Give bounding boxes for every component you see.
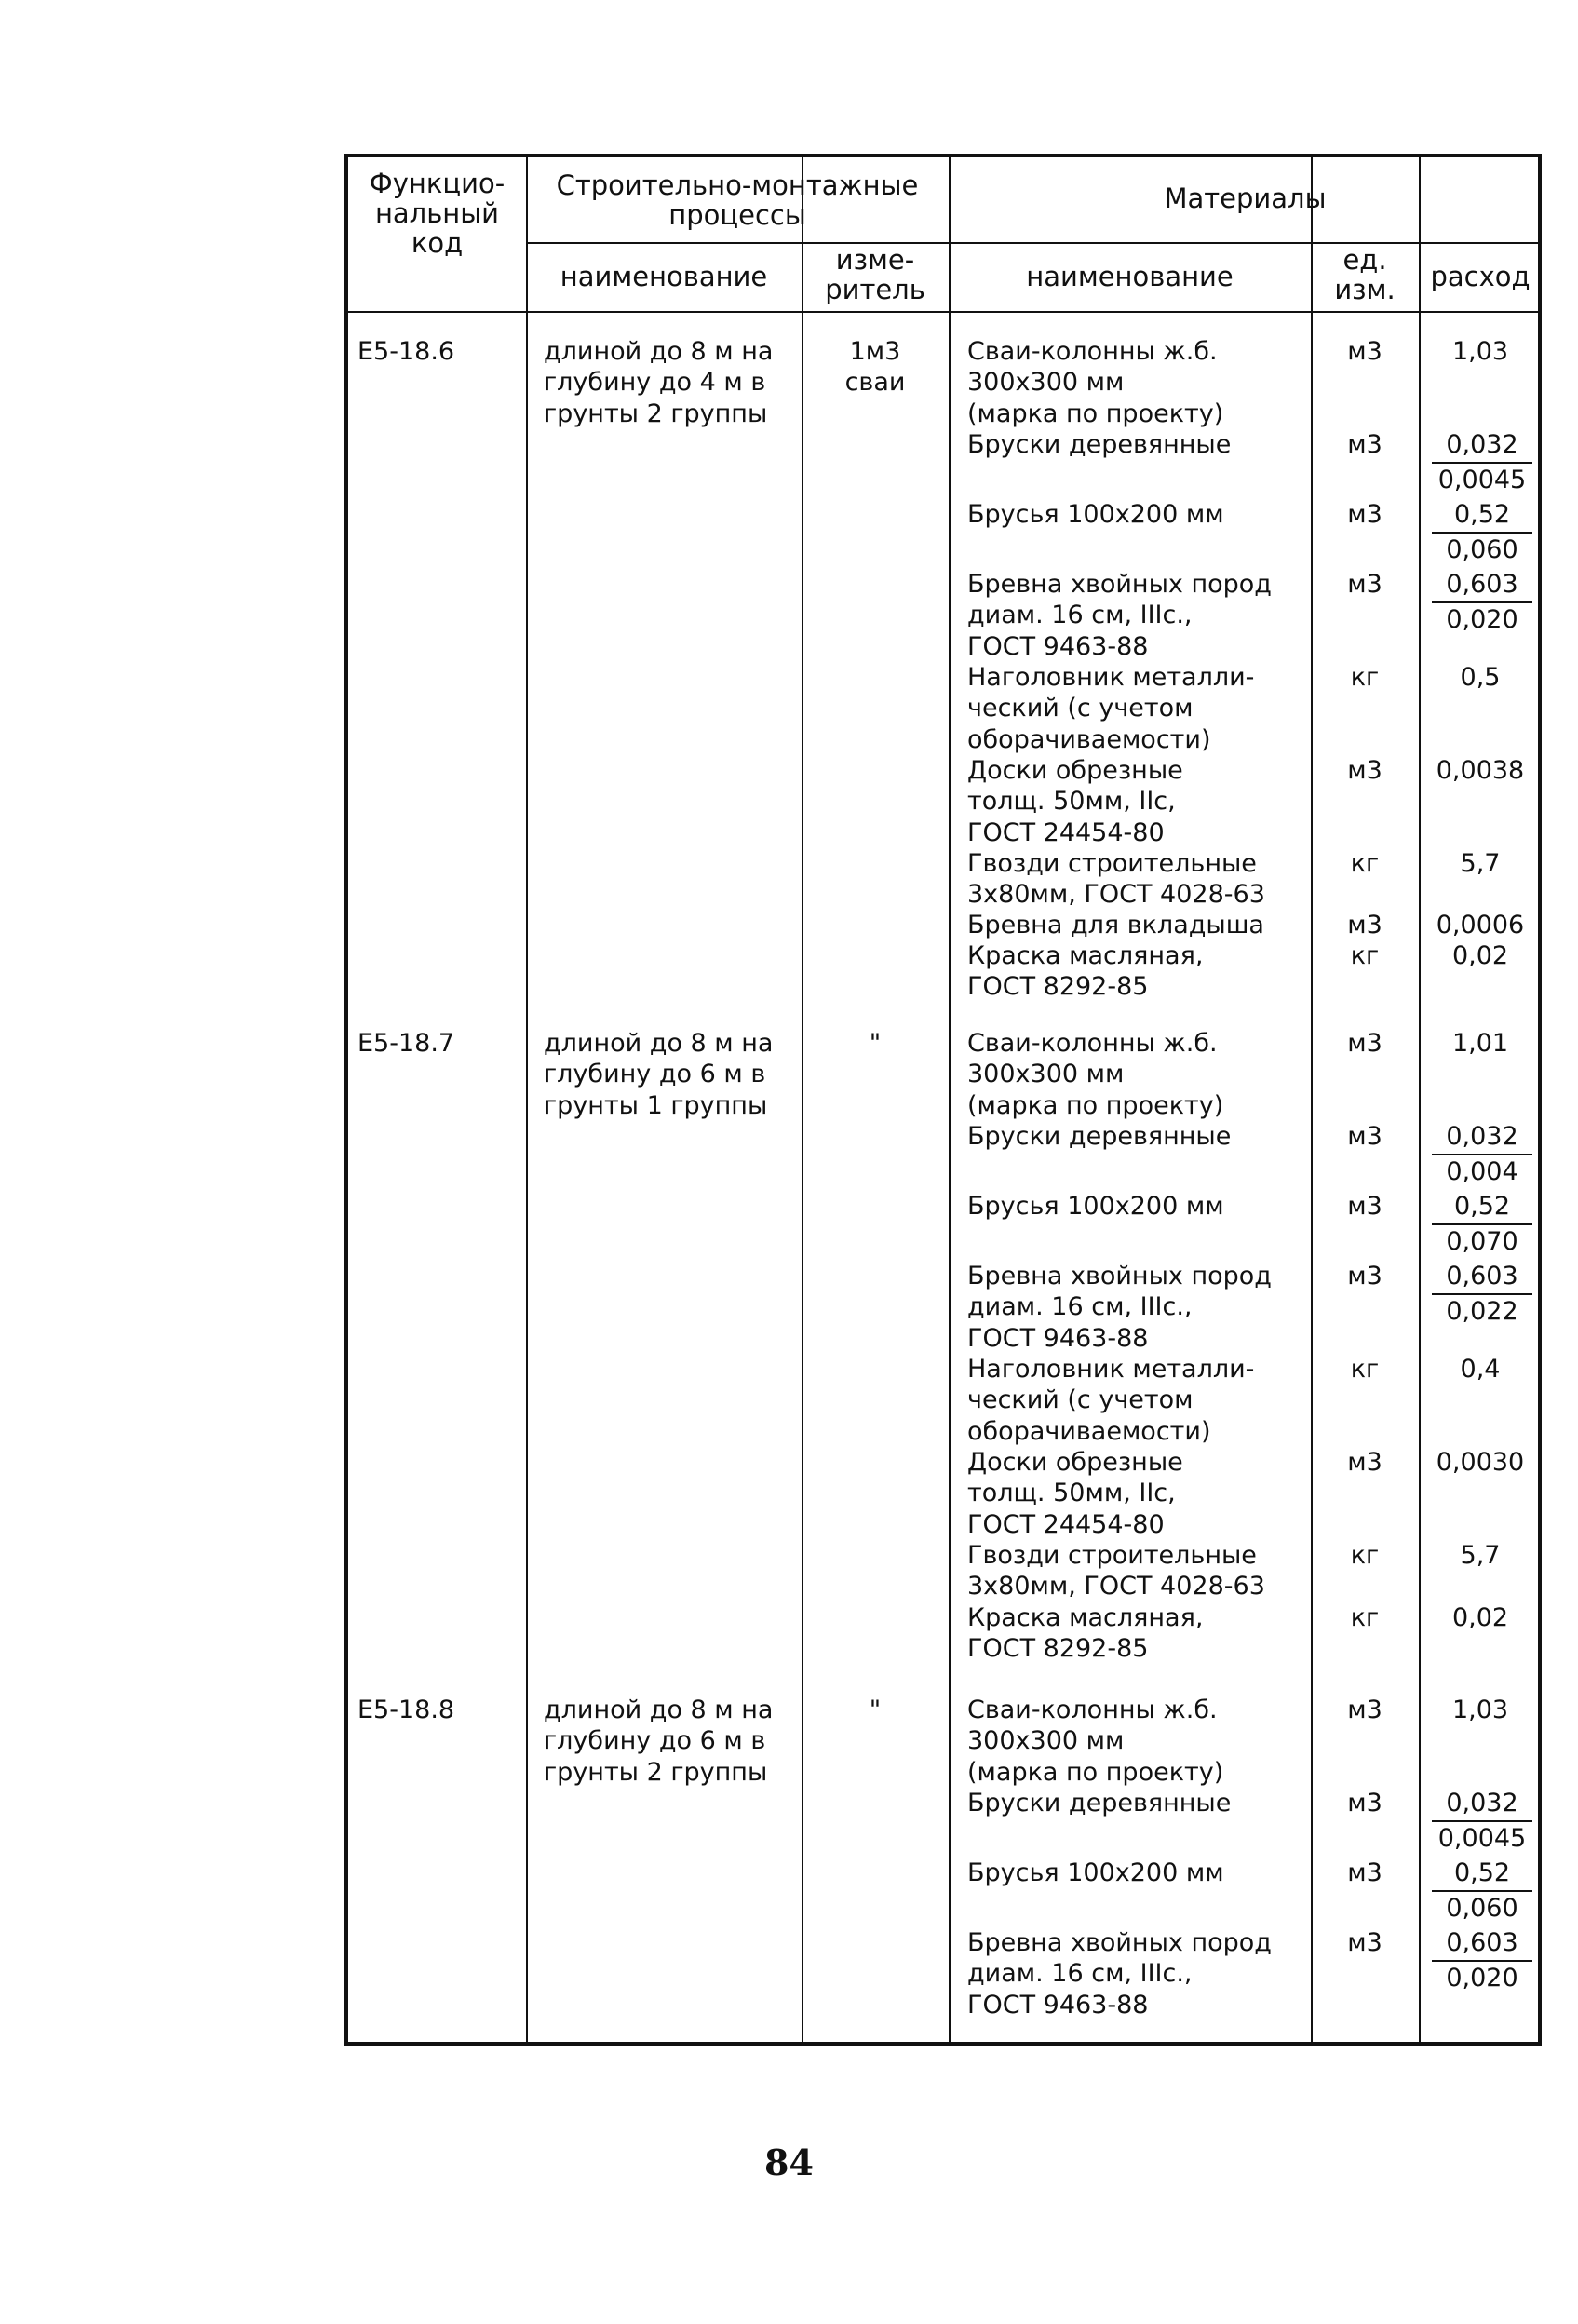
material-name: Брусья 100х200 мм [967,1858,1224,1887]
header-process-name: наименование [560,261,768,292]
section-meter: " [869,1696,882,1724]
material-rate: 0,4 [1460,1355,1501,1384]
material-unit: м3 [1347,1029,1382,1058]
section-code: Е5-18.7 [357,1029,455,1058]
material-name: Бруски деревянные [967,430,1232,459]
material-name: Краска масляная, ГОСТ 8292-85 [967,941,1204,1002]
material-name: Доски обрезные толщ. 50мм, IIс, ГОСТ 24454-80 [967,1448,1183,1539]
material-rate-fraction: 0,603 0,020 [1432,1927,1532,1993]
material-unit: м3 [1347,430,1382,459]
column-divider [1419,157,1421,2042]
material-unit: м3 [1347,1122,1382,1151]
section-code: Е5-18.6 [357,337,455,366]
material-rate: 0,5 [1460,663,1501,692]
material-unit: м3 [1347,570,1382,599]
material-name: Гвозди строительные 3х80мм, ГОСТ 4028-63 [967,849,1265,910]
header-bottom-rule [348,311,1538,313]
material-rate: 5,7 [1460,1541,1501,1570]
material-rate: 1,01 [1451,1029,1509,1058]
header-material-rate: расход [1430,261,1531,292]
material-unit: м3 [1347,911,1382,939]
material-rate-fraction: 0,52 0,060 [1432,1858,1532,1924]
materials-table [344,154,1542,2046]
column-divider [526,157,528,2042]
material-rate-fraction: 0,603 0,022 [1432,1261,1532,1327]
header-material-unit: ед. изм. [1334,244,1396,305]
material-name: Бруски деревянные [967,1122,1232,1151]
material-unit: м3 [1347,1448,1382,1477]
material-rate: 0,02 [1451,941,1509,970]
section-code: Е5-18.8 [357,1696,455,1724]
material-rate-fraction: 0,52 0,070 [1432,1191,1532,1257]
column-divider [949,157,951,2042]
header-materials: Материалы [1164,182,1327,214]
material-unit: кг [1350,849,1380,878]
section-process: длиной до 8 м на глубину до 6 м в грунты 1 группы [544,1029,774,1120]
material-rate-fraction: 0,032 0,0045 [1432,429,1532,495]
page-number: 84 [764,2142,814,2183]
section-meter: " [869,1029,882,1058]
material-name: Сваи-колонны ж.б. 300х300 мм (марка по проекту) [967,1029,1224,1120]
material-name: Гвозди строительные 3х80мм, ГОСТ 4028-63 [967,1541,1265,1601]
material-unit: м3 [1347,1789,1382,1817]
column-divider [802,157,803,2042]
header-process-meter: изме- ритель [825,244,925,305]
material-name: Наголовник металли- ческий (с учетом оборачиваемости) [967,1355,1255,1446]
section-meter: 1м3 сваи [844,337,906,398]
material-unit: м3 [1347,1858,1382,1887]
material-unit: м3 [1347,500,1382,529]
material-rate: 0,0030 [1436,1448,1525,1477]
material-name: Сваи-колонны ж.б. 300х300 мм (марка по проекту) [967,337,1224,428]
material-rate: 5,7 [1460,849,1501,878]
material-name: Бревна для вкладыша [967,911,1264,939]
material-unit: кг [1350,663,1380,692]
material-unit: м3 [1347,1192,1382,1221]
material-name: Брусья 100х200 мм [967,500,1224,529]
header-func-code: Функцио- нальный код [369,168,506,259]
material-rate-fraction: 0,032 0,0045 [1432,1788,1532,1854]
header-processes: Строительно-монтажные процессы [556,169,919,231]
section-process: длиной до 8 м на глубину до 6 м в грунты 2 группы [544,1696,774,1787]
material-unit: кг [1350,941,1380,970]
header-subdivider [526,242,1542,244]
material-rate: 0,02 [1451,1603,1509,1632]
material-unit: кг [1350,1603,1380,1632]
material-unit: м3 [1347,1696,1382,1724]
material-name: Наголовник металли- ческий (с учетом оборачиваемости) [967,663,1255,754]
material-unit: м3 [1347,756,1382,785]
material-name: Краска масляная, ГОСТ 8292-85 [967,1603,1204,1664]
material-rate-fraction: 0,032 0,004 [1432,1121,1532,1187]
material-unit: м3 [1347,1928,1382,1957]
section-process: длиной до 8 м на глубину до 4 м в грунты 2 группы [544,337,774,428]
material-rate-fraction: 0,603 0,020 [1432,569,1532,635]
material-name: Брусья 100х200 мм [967,1192,1224,1221]
material-unit: кг [1350,1355,1380,1384]
material-name: Доски обрезные толщ. 50мм, IIс, ГОСТ 24454-80 [967,756,1183,847]
material-unit: кг [1350,1541,1380,1570]
material-name: Бревна хвойных пород диам. 16 см, IIIс., ГОСТ 9463-88 [967,1928,1272,2020]
material-name: Бруски деревянные [967,1789,1232,1817]
material-rate: 0,0006 [1436,911,1525,939]
material-rate-fraction: 0,52 0,060 [1432,499,1532,565]
material-name: Бревна хвойных пород диам. 16 см, IIIс., ГОСТ 9463-88 [967,1262,1272,1353]
material-rate: 1,03 [1451,337,1509,366]
material-name: Сваи-колонны ж.б. 300х300 мм (марка по проекту) [967,1696,1224,1787]
material-unit: м3 [1347,337,1382,366]
material-unit: м3 [1347,1262,1382,1290]
header-material-name: наименование [1026,261,1234,292]
material-rate: 1,03 [1451,1696,1509,1724]
material-name: Бревна хвойных пород диам. 16 см, IIIс., ГОСТ 9463-88 [967,570,1272,661]
material-rate: 0,0038 [1436,756,1525,785]
